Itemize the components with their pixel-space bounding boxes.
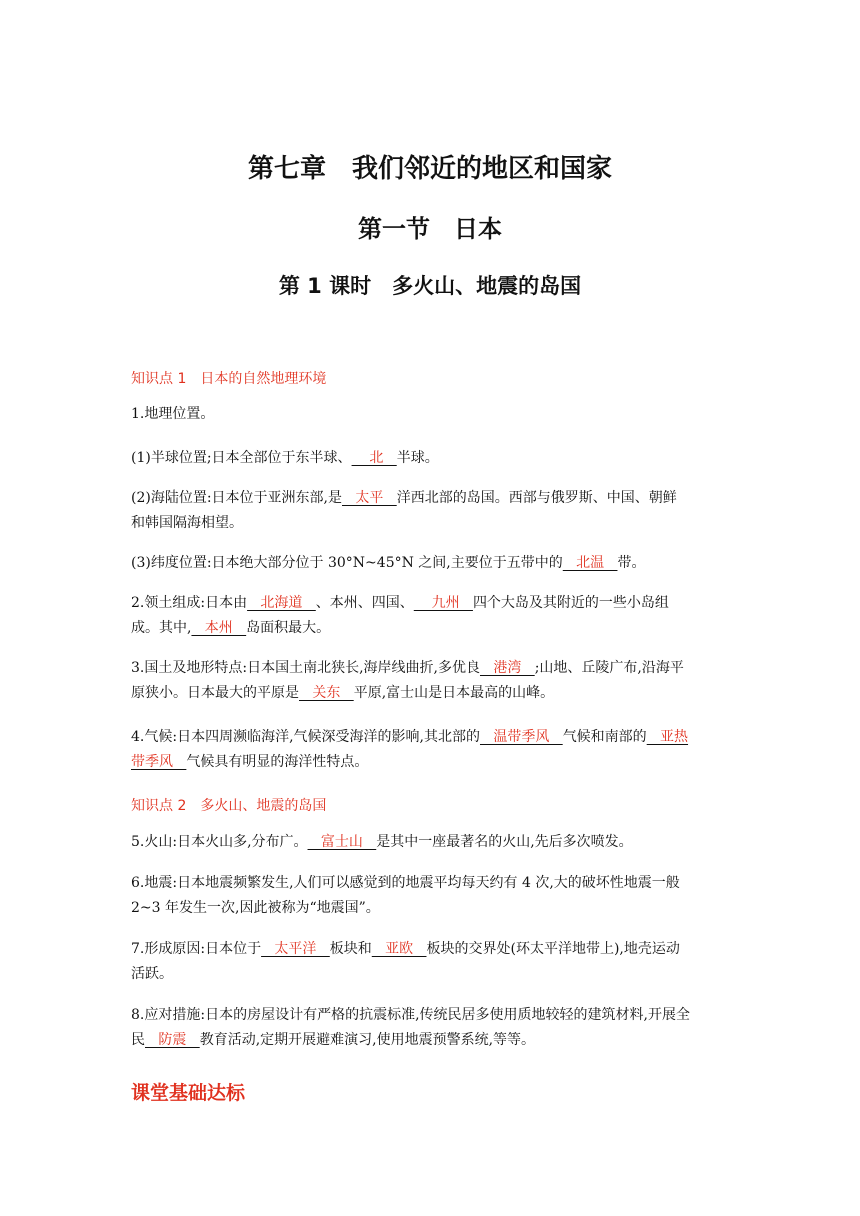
item-1a-tail: 半球。 (396, 450, 439, 466)
item-8-line1: 8.应对措施:日本的房屋设计有严格的抗震标准,传统民居多使用质地较轻的建筑材料,开展全 (131, 1007, 690, 1023)
item-2-text: 2.领土组成:日本由 (131, 595, 248, 611)
knowledge-point-1-heading: 知识点 1 日本的自然地理环境 (131, 371, 327, 387)
item-7-line2: 活跃。 (131, 966, 173, 982)
answer-harbor: 港湾 (479, 660, 535, 676)
item-4-text: 4.气候:日本四周濒临海洋,气候深受海洋的影响,其北部的 (131, 729, 480, 745)
item-1c-latitude (131, 551, 731, 576)
item-1b-text: (2)海陆位置:日本位于亚洲东部,是 (131, 490, 342, 506)
item-2-line2-text: 成。其中, (131, 620, 192, 636)
item-4-line2-tail: 气候具有明显的海洋性特点。 (186, 754, 369, 770)
answer-hokkaido: 北海道 (247, 595, 316, 611)
answer-mount-fuji: 富士山 (307, 834, 377, 850)
lesson-title: 第 1 课时 多火山、地震的岛国 (278, 274, 582, 298)
answer-earthquake-prevention: 防震 (145, 1032, 200, 1048)
answer-pacific: 太平 (342, 490, 397, 506)
item-3-line2-text: 原狭小。日本最大的平原是 (131, 685, 299, 701)
answer-eurasian-plate: 亚欧 (371, 941, 427, 957)
item-6-line2: 2~3 年发生一次,因此被称为“地震国”。 (131, 900, 380, 916)
knowledge-point-2-heading: 知识点 2 多火山、地震的岛国 (131, 798, 327, 814)
item-2-mid: 、本州、四国、 (315, 595, 414, 611)
answer-north-temperate: 北温 (562, 555, 618, 571)
answer-temperate-monsoon: 温带季风 (479, 729, 563, 745)
item-5-tail: 是其中一座最著名的火山,先后多次喷发。 (376, 834, 633, 850)
item-1c-tail: 带。 (617, 555, 646, 571)
item-5-text: 5.火山:日本火山多,分布广。 (131, 834, 308, 850)
item-4-mid: 气候和南部的 (562, 729, 647, 745)
item-5-volcano (131, 830, 731, 855)
answer-kyushu: 九州 (413, 595, 473, 611)
item-8-line2-text: 民 (131, 1032, 145, 1048)
item-1a-text: (1)半球位置;日本全部位于东半球、 (131, 450, 352, 466)
item-1b-sea-land (131, 486, 731, 536)
answer-honshu: 本州 (191, 620, 247, 636)
item-6-line1: 6.地震:日本地震频繁发生,人们可以感觉到的地震平均每天约有 4 次,大的破坏性地震一般 (131, 875, 680, 891)
item-7-cause (131, 937, 731, 987)
item-6-earthquake (131, 871, 731, 921)
answer-kanto: 关东 (299, 685, 354, 701)
item-1b-tail: 洋西北部的岛国。西部与俄罗斯、中国、朝鲜 (396, 490, 677, 506)
answer-subtropical-monsoon-part2: 带季风 (131, 754, 187, 770)
item-7-tail: 板块的交界处(环太平洋地带上),地壳运动 (426, 941, 680, 957)
item-4-climate (131, 725, 731, 775)
item-1a-hemisphere (131, 446, 731, 471)
class-basic-heading: 课堂基础达标 (131, 1082, 246, 1104)
item-3-line2-tail: 平原,富士山是日本最高的山峰。 (353, 685, 555, 701)
answer-pacific-plate: 太平洋 (261, 941, 330, 957)
item-3-terrain (131, 656, 731, 706)
item-3-tail: ;山地、丘陵广布,沿海平 (534, 660, 684, 676)
item-7-mid: 板块和 (329, 941, 372, 957)
chapter-title: 第七章 我们邻近的地区和国家 (247, 154, 612, 184)
item-2-tail: 四个大岛及其附近的一些小岛组 (472, 595, 669, 611)
item-8-line2-tail: 教育活动,定期开展避难演习,使用地震预警系统,等等。 (199, 1032, 536, 1048)
item-8-measures (131, 1003, 731, 1053)
item-2-territory (131, 591, 731, 641)
answer-north: 北 (351, 450, 397, 466)
item-2-line2-tail: 岛面积最大。 (246, 620, 331, 636)
item-3-text: 3.国土及地形特点:日本国土南北狭长,海岸线曲折,多优良 (131, 660, 480, 676)
item-7-text: 7.形成原因:日本位于 (131, 941, 262, 957)
section-title: 第一节 日本 (358, 215, 502, 243)
answer-subtropical-monsoon-part1: 亚热 (646, 729, 689, 745)
item-1c-text: (3)纬度位置:日本绝大部分位于 30°N~45°N 之间,主要位于五带中的 (131, 555, 563, 571)
item-1-geographic-location: 1.地理位置。 (131, 406, 215, 422)
item-1b-line2: 和韩国隔海相望。 (131, 515, 243, 531)
